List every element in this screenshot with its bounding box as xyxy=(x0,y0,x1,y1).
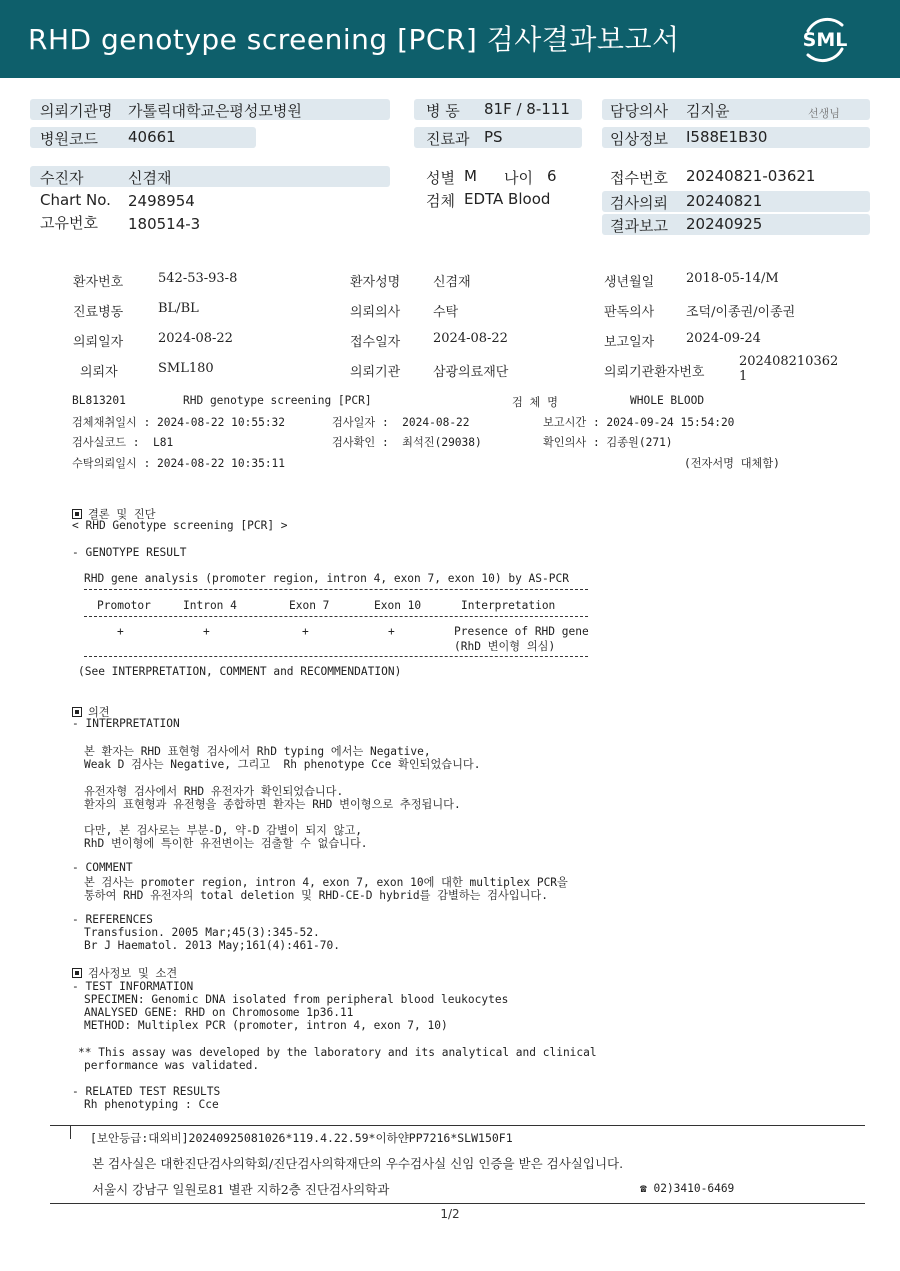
col-promotor: Promotor xyxy=(97,599,151,612)
request-label: 검사의뢰 xyxy=(610,194,668,212)
test-info-item: SPECIMEN: Genomic DNA isolated from peripheral blood leukocytes xyxy=(84,993,509,1006)
age-label: 나이 xyxy=(504,169,533,187)
page-number: 1/2 xyxy=(440,1207,460,1221)
certification-text: 본 검사실은 대한진단검사의학회/진단검사의학재단의 우수검사실 신임 인증을 받은 검사실입니다. xyxy=(92,1156,624,1171)
section-opinion-heading: 의견 xyxy=(72,704,110,720)
footer-bottom-rule xyxy=(50,1203,865,1204)
specimen-name-label: 검 체 명 xyxy=(512,396,558,409)
request-value: 20240821 xyxy=(686,192,763,210)
security-line: [보안등급:대외비]20240925081026*119.4.22.59*이하얀PP7216*SLW150F1 xyxy=(90,1131,513,1145)
square-bullet-icon xyxy=(72,968,82,978)
test-code: BL813201 xyxy=(72,394,126,407)
test-info-heading: - TEST INFORMATION xyxy=(72,980,194,993)
col-intron4: Intron 4 xyxy=(183,599,237,612)
report-value: 20240925 xyxy=(686,215,763,233)
report-time: 보고시간 : 2024-09-24 15:54:20 xyxy=(543,416,735,429)
test-info-item: METHOD: Multiplex PCR (promoter, intron 4, exon 7, 10) xyxy=(84,1019,448,1032)
doctor-value: 김지윤 xyxy=(686,102,730,120)
pb-label: 접수일자 xyxy=(350,335,401,350)
request-time: 수탁의뢰일시 : 2024-08-22 10:35:11 xyxy=(72,457,286,470)
unique-value: 180514-3 xyxy=(128,215,201,233)
logo-text: SML xyxy=(802,29,848,51)
pb-value: 2024-08-22 xyxy=(433,331,508,346)
lab-address: 서울시 강남구 일원로81 별관 지하2층 진단검사의학과 xyxy=(92,1182,390,1197)
specimen-value: EDTA Blood xyxy=(464,190,551,208)
val-exon7: + xyxy=(302,625,309,638)
specimen-name-value: WHOLE BLOOD xyxy=(630,394,705,407)
hosp-code-value: 40661 xyxy=(128,128,176,146)
report-header xyxy=(0,0,900,78)
comment-text: 통하여 RHD 유전자의 total deletion 및 RHD-CE-D hybrid를 감별하는 검사입니다. xyxy=(84,889,548,902)
test-date: 검사일자 : 2024-08-22 xyxy=(332,416,470,429)
pb-value: SML180 xyxy=(158,361,214,376)
dashed-divider xyxy=(84,589,588,590)
dept-value: PS xyxy=(484,128,503,146)
pb-value: 삼광의료재단 xyxy=(433,365,509,380)
pb-label: 보고일자 xyxy=(604,335,655,350)
square-bullet-icon xyxy=(72,509,82,519)
interp-text: 환자의 표현형과 유전형을 종합하면 환자는 RHD 변이형으로 추정됩니다. xyxy=(84,798,461,811)
test-name: RHD genotype screening [PCR] xyxy=(183,394,372,407)
receipt-value: 20240821-03621 xyxy=(686,167,816,185)
interp-text: 유전자형 검사에서 RHD 유전자가 확인되었습니다. xyxy=(84,785,344,798)
interp-text: 본 환자는 RHD 표현형 검사에서 RhD typing 에서는 Negative, xyxy=(84,745,431,758)
interpretation-line1: Presence of RHD gene xyxy=(454,625,589,638)
gene-analysis-line: RHD gene analysis (promoter region, intron 4, exon 7, exon 10) by AS-PCR xyxy=(84,572,569,585)
interpretation-line2: (RhD 변이형 의심) xyxy=(454,640,556,653)
val-promotor: + xyxy=(117,625,124,638)
see-note: (See INTERPRETATION, COMMENT and RECOMMENDATION) xyxy=(78,665,402,678)
pb-label: 진료병동 xyxy=(73,305,124,320)
pb-value: 조덕/이종권/이종권 xyxy=(686,305,796,320)
comment-heading: - COMMENT xyxy=(72,861,133,874)
pb-value: 2024-09-24 xyxy=(686,331,761,346)
chart-value: 2498954 xyxy=(128,192,195,210)
pb-label: 판독의사 xyxy=(604,305,655,320)
section-testinfo-heading: 검사정보 및 소견 xyxy=(72,965,177,981)
lab-phone: ☎ 02)3410-6469 xyxy=(640,1182,735,1195)
patient-value: 신겸재 xyxy=(128,169,172,187)
col-exon10: Exon 10 xyxy=(374,599,422,612)
pb-label: 의뢰자 xyxy=(80,365,118,380)
pb-value: 1 xyxy=(739,369,748,384)
conclusion-subtitle: < RHD Genotype screening [PCR] > xyxy=(72,519,288,532)
chart-label: Chart No. xyxy=(40,191,111,209)
clinical-value: I588E1B30 xyxy=(686,128,768,146)
specimen-label: 검체 xyxy=(426,192,455,210)
clinical-label: 임상정보 xyxy=(610,130,668,148)
unique-label: 고유번호 xyxy=(40,214,98,232)
test-info-item: ANALYSED GENE: RHD on Chromosome 1p36.11 xyxy=(84,1006,354,1019)
pb-label: 의뢰일자 xyxy=(73,335,124,350)
ward-value: 81F / 8-111 xyxy=(484,100,570,118)
e-signature-note: (전자서명 대체함) xyxy=(684,457,780,470)
inst-label: 의뢰기관명 xyxy=(40,102,113,120)
dept-label: 진료과 xyxy=(426,130,470,148)
pb-label: 의뢰기관환자번호 xyxy=(604,365,705,380)
sex-value: M xyxy=(464,167,477,185)
footer-top-rule xyxy=(50,1125,865,1126)
reference-item: Br J Haematol. 2013 May;161(4):461-70. xyxy=(84,939,340,952)
age-value: 6 xyxy=(547,167,557,185)
interp-text: 다만, 본 검사로는 부분-D, 약-D 감별이 되지 않고, xyxy=(84,824,363,837)
pb-label: 의뢰기관 xyxy=(350,365,401,380)
pb-label: 의뢰의사 xyxy=(350,305,401,320)
report-title: RHD genotype screening [PCR] 검사결과보고서 xyxy=(28,23,680,56)
pb-label: 환자번호 xyxy=(73,275,124,290)
pb-value: 202408210362 xyxy=(739,354,839,369)
related-test-item: Rh phenotyping : Cce xyxy=(84,1098,219,1111)
patient-label: 수진자 xyxy=(40,169,84,187)
pb-value: 2024-08-22 xyxy=(158,331,233,346)
pb-value: 2018-05-14/M xyxy=(686,271,779,286)
receipt-label: 접수번호 xyxy=(610,169,668,187)
assay-note: ** This assay was developed by the laboratory and its analytical and clinical xyxy=(78,1046,597,1059)
pb-label: 생년월일 xyxy=(604,275,655,290)
patient-box xyxy=(30,166,390,187)
test-confirm: 검사확인 : 최석진(29038) xyxy=(332,436,482,449)
lab-code: 검사실코드 : L81 xyxy=(72,436,174,449)
inst-value: 가톨릭대학교은평성모병원 xyxy=(128,102,302,120)
pb-label: 환자성명 xyxy=(350,275,401,290)
col-exon7: Exon 7 xyxy=(289,599,330,612)
dashed-divider xyxy=(84,656,588,657)
pb-value: BL/BL xyxy=(158,301,199,316)
square-bullet-icon xyxy=(72,707,82,717)
section-conclusion-heading: 결론 및 진단 xyxy=(72,506,156,522)
assay-note: performance was validated. xyxy=(84,1059,260,1072)
pb-value: 신겸재 xyxy=(433,275,471,290)
sex-label: 성별 xyxy=(426,169,455,187)
pb-value: 542-53-93-8 xyxy=(158,271,238,286)
dashed-divider xyxy=(84,616,588,617)
report-label: 결과보고 xyxy=(610,217,668,235)
doctor-suffix: 선생님 xyxy=(808,107,840,120)
interp-text: RhD 변이형에 특이한 유전변이는 검출할 수 없습니다. xyxy=(84,837,368,850)
references-heading: - REFERENCES xyxy=(72,913,153,926)
genotype-result-heading: - GENOTYPE RESULT xyxy=(72,546,187,559)
pb-value: 수탁 xyxy=(433,305,459,320)
interp-text: Weak D 검사는 Negative, 그리고 Rh phenotype Cce 확인되었습니다. xyxy=(84,758,481,771)
ward-label: 병 동 xyxy=(426,102,460,120)
col-interpretation: Interpretation xyxy=(461,599,556,612)
related-tests-heading: - RELATED TEST RESULTS xyxy=(72,1085,221,1098)
val-intron4: + xyxy=(203,625,210,638)
confirm-doctor: 확인의사 : 김종원(271) xyxy=(543,436,673,449)
val-exon10: + xyxy=(388,625,395,638)
footer-tick xyxy=(70,1125,71,1139)
doctor-label: 담당의사 xyxy=(610,102,668,120)
collect-time: 검체채취일시 : 2024-08-22 10:55:32 xyxy=(72,416,286,429)
comment-text: 본 검사는 promoter region, intron 4, exon 7, exon 10에 대한 multiplex PCR을 xyxy=(84,876,568,889)
reference-item: Transfusion. 2005 Mar;45(3):345-52. xyxy=(84,926,320,939)
interpretation-heading: - INTERPRETATION xyxy=(72,717,180,730)
hosp-code-label: 병원코드 xyxy=(40,130,98,148)
